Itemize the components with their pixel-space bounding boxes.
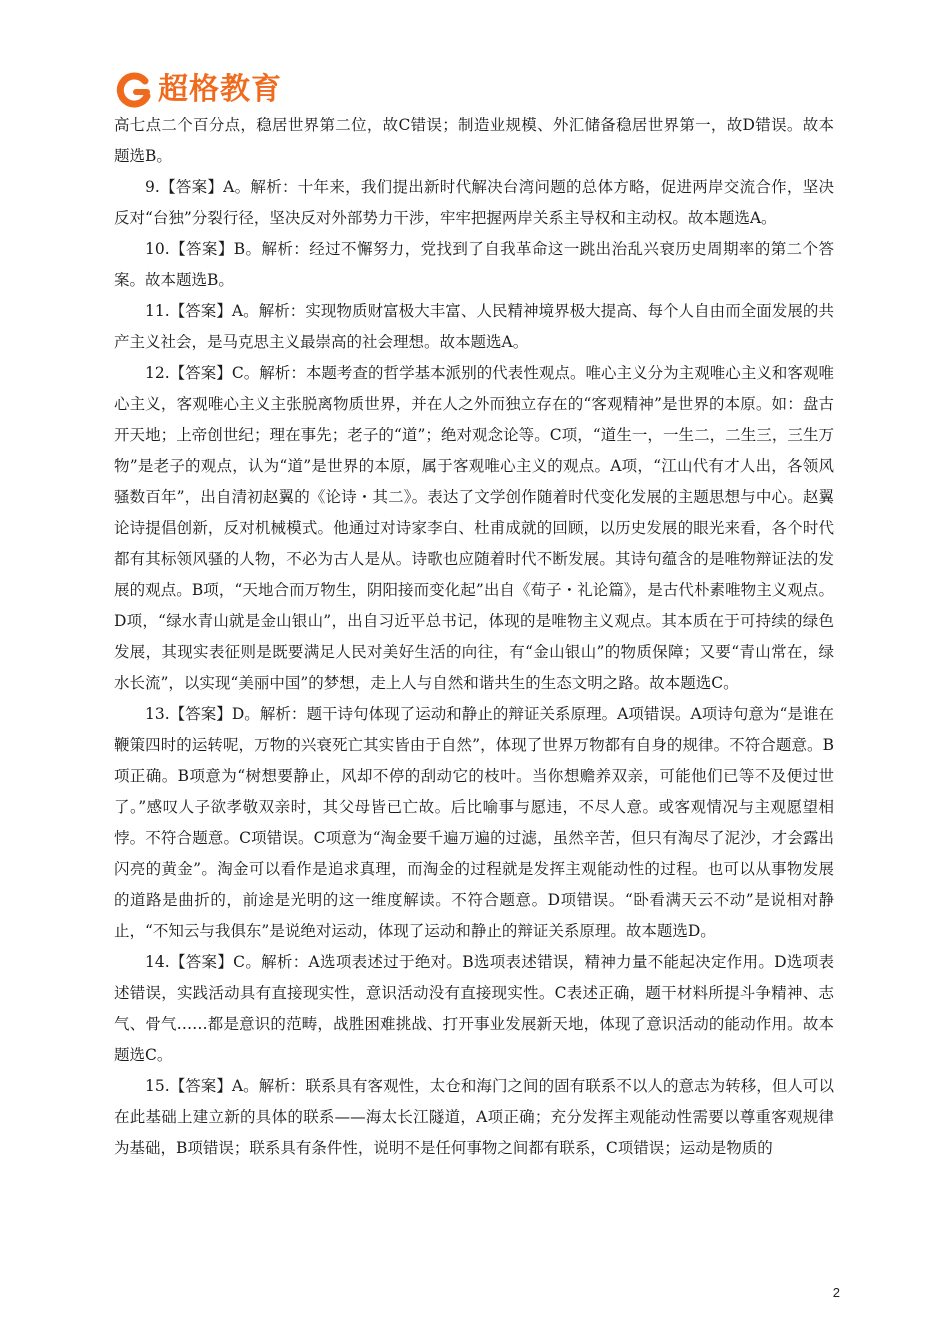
answer-item-14: 14.【答案】C。解析：A选项表述过于绝对。B选项表述错误，精神力量不能起决定作用。D选项表述错误，实践活动具有直接现实性，意识活动没有直接现实性。C表述正确，题干材料所提斗争精神、志气、骨气……都是意识的范畴，战胜困难挑战、打开事业发展新天地，体现了意识活动的能动作用。故本题选C。 (114, 953, 834, 1064)
logo-g-icon (114, 70, 154, 110)
answer-explanations (114, 110, 834, 1164)
answer-item-13: 13.【答案】D。解析：题干诗句体现了运动和静止的辩证关系原理。A项错误。A项诗句意为“是谁在鞭策四时的运转呢，万物的兴衰死亡其实皆由于自然”，体现了世界万物都有自身的规律。不符合题意。B项正确。B项意为“树想要静止，风却不停的刮动它的枝叶。当你想赡养双亲，可能他们已等不及便过世了。”感叹人子欲孝敬双亲时，其父母皆已亡故。后比喻事与愿违，不尽人意。或客观情况与主观愿望相悖。不符合题意。C项错误。C项意为“淘金要千遍万遍的过滤，虽然辛苦，但只有淘尽了泥沙，才会露出闪亮的黄金”。淘金可以看作是追求真理，而淘金的过程就是发挥主观能动性的过程。也可以从事物发展的道路是曲折的，前途是光明的这一维度解读。不符合题意。D项错误。“卧看满天云不动”是说相对静止，“不知云与我俱东”是说绝对运动，体现了运动和静止的辩证关系原理。故本题选D。 (114, 705, 834, 940)
answer-item-15: 15.【答案】A。解析：联系具有客观性，太仓和海门之间的固有联系不以人的意志为转移，但人可以在此基础上建立新的具体的联系——海太长江隧道，A项正确；充分发挥主观能动性需要以尊重客观规律为基础，B项错误；联系具有条件性，说明不是任何事物之间都有联系，C项错误；运动是物质的 (114, 1077, 834, 1157)
brand-logo (114, 70, 282, 110)
page-number: 2 (832, 1285, 840, 1300)
answer-item-9: 9.【答案】A。解析：十年来，我们提出新时代解决台湾问题的总体方略，促进两岸交流合作，坚决反对“台独”分裂行径，坚决反对外部势力干涉，牢牢把握两岸关系主导权和主动权。故本题选A。 (114, 178, 834, 227)
answer-item-12: 12.【答案】C。解析：本题考查的哲学基本派别的代表性观点。唯心主义分为主观唯心主义和客观唯心主义，客观唯心主义主张脱离物质世界，并在人之外而独立存在的“客观精神”是世界的本原。如：盘古开天地；上帝创世纪；理在事先；老子的“道”；绝对观念论等。C项，“道生一，一生二，二生三，三生万物”是老子的观点，认为“道”是世界的本原，属于客观唯心主义的观点。A项，“江山代有才人出，各领风骚数百年”，出自清初赵翼的《论诗・其二》。表达了文学创作随着时代变化发展的主题思想与中心。赵翼论诗提倡创新，反对机械模式。他通过对诗家李白、杜甫成就的回顾，以历史发展的眼光来看，各个时代都有其标领风骚的人物，不必为古人是从。诗歌也应随着时代不断发展。其诗句蕴含的是唯物辩证法的发展的观点。B项，“天地合而万物生，阴阳接而变化起”出自《荀子・礼论篇》，是古代朴素唯物主义观点。D项，“绿水青山就是金山银山”，出自习近平总书记，体现的是唯物主义观点。其本质在于可持续的绿色发展，其现实表征则是既要满足人民对美好生活的向往，有“金山银山”的物质保障；又要“青山常在，绿水长流”，以实现“美丽中国”的梦想，走上人与自然和谐共生的生态文明之路。故本题选C。 (114, 364, 834, 692)
logo-text: 超格教育 (158, 72, 282, 107)
continued-paragraph: 高七点二个百分点，稳居世界第二位，故C错误；制造业规模、外汇储备稳居世界第一，故D错误。故本题选B。 (114, 116, 834, 165)
answer-item-11: 11.【答案】A。解析：实现物质财富极大丰富、人民精神境界极大提高、每个人自由而全面发展的共产主义社会，是马克思主义最崇高的社会理想。故本题选A。 (114, 302, 834, 351)
answer-item-10: 10.【答案】B。解析：经过不懈努力，党找到了自我革命这一跳出治乱兴衰历史周期率的第二个答案。故本题选B。 (114, 240, 834, 289)
